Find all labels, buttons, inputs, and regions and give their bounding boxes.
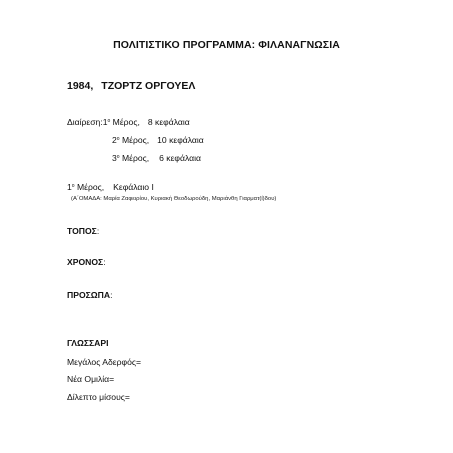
current-part-ordinal: ο	[71, 183, 75, 189]
current-section	[67, 183, 154, 192]
part-ordinal: ο	[116, 136, 120, 142]
glossary-item: Νέα Ομιλία=	[67, 374, 115, 384]
book-author: ΤΖΟΡΤΖ ΟΡΓΟΥΕΛ	[101, 80, 196, 92]
glossary-item: Μεγάλος Αδερφός=	[67, 357, 142, 367]
division-label: Διαίρεση:	[67, 117, 103, 127]
glossary-item: Δίλεπτο μίσους=	[67, 392, 130, 402]
chapter-count: 6 κεφάλαια	[159, 153, 201, 163]
book-year: 1984,	[67, 80, 94, 92]
time-field: ΧΡΟΝΟΣ:	[67, 257, 106, 267]
part-word: Μέρος,	[112, 117, 140, 127]
persons-field: ΠΡΟΣΩΠΑ:	[67, 290, 113, 300]
part-number: 2	[112, 135, 117, 145]
part-word: Μέρος,	[121, 135, 150, 145]
division-row-2	[112, 136, 204, 145]
part-word: Μέρος,	[121, 153, 150, 163]
part-ordinal: ο	[107, 118, 111, 124]
glossary-heading: ΓΛΩΣΣΑΡΙ	[67, 338, 109, 348]
part-number: 1	[102, 117, 108, 127]
part-number: 3	[112, 153, 117, 163]
division-row-1	[67, 118, 190, 127]
current-part-word: Μέρος,	[76, 182, 105, 192]
persons-label: ΠΡΟΣΩΠΑ	[67, 290, 111, 300]
book-heading	[67, 81, 195, 92]
division-row-3	[112, 154, 201, 163]
place-label: ΤΟΠΟΣ	[67, 226, 97, 236]
chapter-count: 8 κεφάλαια	[147, 117, 190, 127]
chapter-count: 10 κεφάλαια	[157, 135, 204, 145]
team-members: (Α΄ΟΜΑΔΑ: Μαρία Ζαφειρίου, Κυριακή Θεοδωρούδη, Μαριάνθη Γιαρματ(ί)δου)	[71, 196, 277, 202]
place-field: ΤΟΠΟΣ:	[67, 226, 100, 236]
current-chapter: Κεφάλαιο Ι	[113, 182, 154, 192]
time-label: ΧΡΟΝΟΣ	[67, 257, 104, 267]
document-title: ΠΟΛΙΤΙΣΤΙΚΟ ΠΡΟΓΡΑΜΜΑ: ΦΙΛΑΝΑΓΝΩΣΙΑ	[113, 39, 340, 51]
part-ordinal: ο	[116, 154, 120, 160]
current-part-number: 1	[67, 182, 72, 192]
